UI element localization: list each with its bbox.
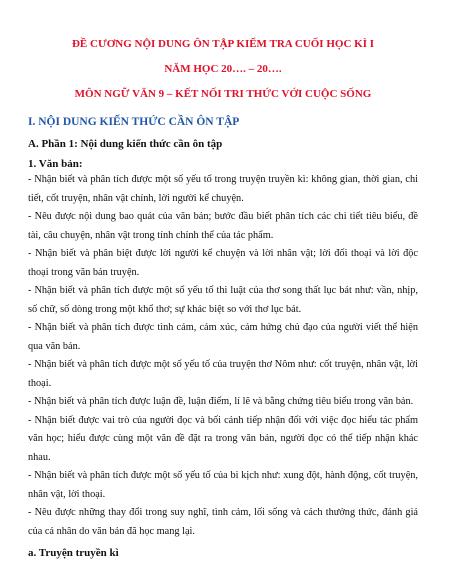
subsection-heading: 1. Văn bản: <box>28 158 83 170</box>
paragraph: - Nhận biết được vai trò của người đọc và bối cảnh tiếp nhận đối với việc đọc hiểu tác phẩm văn học; hiểu được cùng một văn đề đặt ra trong văn bản, người đọc có thể tiếp nhận khác nhau. <box>28 414 418 463</box>
part-heading: A. Phần 1: Nội dung kiến thức cần ôn tập <box>28 138 223 150</box>
doc-title: ĐỀ CƯƠNG NỘI DUNG ÔN TẬP KIỂM TRA CUỐI HỌC KÌ I <box>71 38 375 50</box>
school-year: NĂM HỌC 20…. – 20…. <box>164 63 282 75</box>
paragraph: - Nhận biết và phân tích được luận đề, luận điểm, lí lẽ và bằng chứng tiêu biểu trong văn bản. <box>28 396 414 407</box>
paragraph: - Nhận biết và phân tích được một số yếu tố thi luật của thơ song thất lục bát như: vần, nhịp, số chữ, số dòng trong một khổ thơ; sự khác biệt so với thơ lục bát. <box>28 285 418 315</box>
paragraph: - Nhận biết và phân tích được một số yếu tố của bi kịch như: xung đột, hành động, cốt truyện, nhân vật, lời thoại. <box>28 470 418 500</box>
paragraph: - Nhận biết và phân tích được một số yếu tố của truyện thơ Nôm như: cốt truyện, nhân vật, lời thoại. <box>28 359 418 389</box>
paragraph: - Nhận biết và phân biệt được lời người kể chuyện và lời nhân vật; lời đối thoại và lời độc thoại trong văn bản truyện. <box>28 248 418 278</box>
paragraph: - Nêu được nội dung bao quát của văn bản; bước đầu biết phân tích các chi tiết tiêu biểu, đề tài, câu chuyện, nhân vật trong tính chỉnh thể của tác phẩm. <box>28 211 418 241</box>
subheading: a. Truyện truyền kì <box>28 547 119 559</box>
paragraph: - Nêu được những thay đổi trong suy nghĩ, tình cảm, lối sống và cách thưởng thức, đánh giá của cá nhân do văn bản đã học mang lại. <box>28 507 418 537</box>
section-heading: I. NỘI DUNG KIẾN THỨC CẦN ÔN TẬP <box>28 116 240 128</box>
paragraph: - Nhận biết và phân tích được tình cảm, cảm xúc, cảm hứng chủ đạo của người viết thể hiện qua văn bản. <box>28 322 418 352</box>
paragraph: - Nhận biết và phân tích được một số yếu tố trong truyện truyền kì: không gian, thời gian, chi tiết, cốt truyện, nhân vật chính, lời người kể chuyện. <box>28 174 418 204</box>
subject-title: MÔN NGỮ VĂN 9 – KẾT NỐI TRI THỨC VỚI CUỘC SỐNG <box>74 88 372 100</box>
